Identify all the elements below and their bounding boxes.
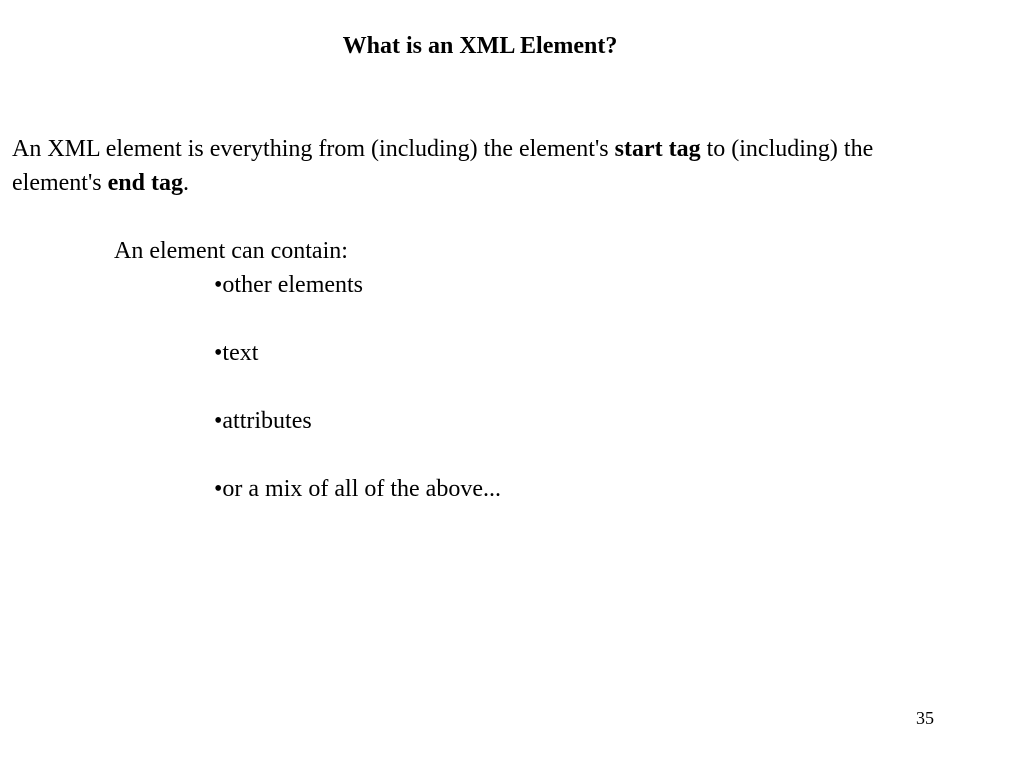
start-tag-term: start tag (614, 136, 701, 162)
contains-lead: An element can contain: (114, 238, 348, 264)
slide-title: What is an XML Element? (342, 33, 618, 59)
bullet-list (214, 268, 501, 540)
intro-text-3: . (182, 170, 189, 196)
intro-text-2: to (including) the element's (12, 136, 874, 196)
intro-text-1: An XML element is everything from (including) the element's (12, 136, 615, 162)
bullet-item: •text (214, 340, 259, 366)
bullet-item: •or a mix of all of the above... (214, 476, 501, 502)
bullet-item: •attributes (214, 408, 312, 434)
intro-paragraph (12, 132, 912, 200)
bullet-item: •other elements (214, 272, 364, 298)
page-number: 35 (916, 708, 934, 728)
end-tag-term: end tag (107, 170, 183, 196)
